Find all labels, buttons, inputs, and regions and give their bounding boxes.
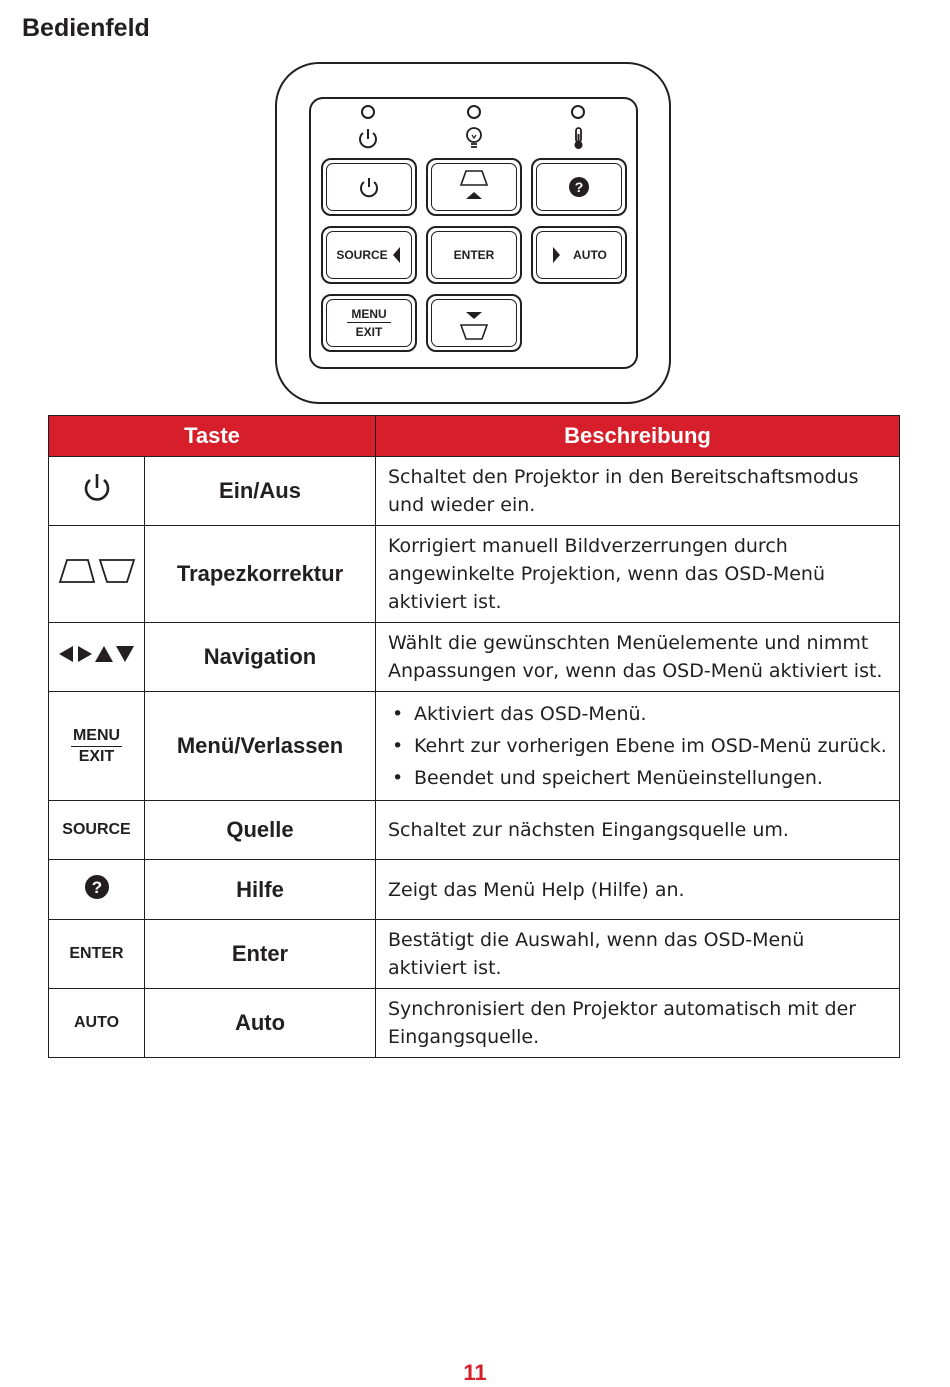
table-row <box>49 801 900 860</box>
table-row <box>49 989 900 1058</box>
table-row <box>49 457 900 526</box>
key-name: Navigation <box>145 623 376 692</box>
menu-exit-icon <box>71 726 122 766</box>
table-row <box>49 860 900 920</box>
power-icon <box>82 472 112 504</box>
key-name: Enter <box>145 920 376 989</box>
lamp-icon <box>463 126 485 150</box>
table-row <box>49 692 900 801</box>
exit-label: EXIT <box>355 325 383 339</box>
table-row <box>49 623 900 692</box>
keystone-down-icon <box>457 303 491 343</box>
auto-icon-text: AUTO <box>49 989 145 1058</box>
source-label: SOURCE <box>336 248 388 262</box>
list-item: • Kehrt zur vorherigen Ebene im OSD-Menü zurück. <box>388 730 887 762</box>
key-description: Zeigt das Menü Help (Hilfe) an. <box>376 860 900 920</box>
page-title: Bedienfeld <box>22 14 150 42</box>
key-table <box>48 415 900 1058</box>
enter-icon-text: ENTER <box>49 920 145 989</box>
header-key: Taste <box>49 416 376 457</box>
key-description: Synchronisiert den Projektor automatisch mit der Eingangsquelle. <box>376 989 900 1058</box>
help-icon <box>568 176 590 198</box>
power-led <box>361 105 375 119</box>
menu-exit-button[interactable] <box>321 294 417 352</box>
table-row <box>49 920 900 989</box>
keystone-down-button[interactable] <box>426 294 522 352</box>
key-description: Schaltet den Projektor in den Bereitschaftsmodus und wieder ein. <box>376 457 900 526</box>
key-name: Hilfe <box>145 860 376 920</box>
key-description: Korrigiert manuell Bildverzerrungen durch angewinkelte Projektion, wenn das OSD-Menü aktiviert ist. <box>376 526 900 623</box>
key-description: Wählt die gewünschten Menüelemente und nimmt Anpassungen vor, wenn das OSD-Menü aktiviert ist. <box>376 623 900 692</box>
keystone-up-icon <box>457 167 491 207</box>
menu-label: MENU <box>347 307 390 323</box>
lamp-led <box>467 105 481 119</box>
key-description: Bestätigt die Auswahl, wenn das OSD-Menü aktiviert ist. <box>376 920 900 989</box>
key-name: Ein/Aus <box>145 457 376 526</box>
source-button[interactable] <box>321 226 417 284</box>
power-icon <box>358 176 380 198</box>
temperature-led <box>571 105 585 119</box>
help-icon <box>84 874 110 900</box>
key-description: Schaltet zur nächsten Eingangsquelle um. <box>376 801 900 860</box>
table-row <box>49 526 900 623</box>
help-button[interactable] <box>531 158 627 216</box>
enter-button[interactable] <box>426 226 522 284</box>
list-item: • Aktiviert das OSD-Menü. <box>388 698 887 730</box>
enter-label: ENTER <box>453 248 495 262</box>
navigation-arrows-icon <box>58 644 136 664</box>
page-number: 11 <box>463 1360 487 1385</box>
thermometer-icon <box>567 126 589 150</box>
key-name: Trapezkorrektur <box>145 526 376 623</box>
key-name: Auto <box>145 989 376 1058</box>
key-name: Quelle <box>145 801 376 860</box>
key-name: Menü/Verlassen <box>145 692 376 801</box>
auto-label: AUTO <box>573 248 607 262</box>
left-arrow-icon <box>392 246 402 264</box>
header-description: Beschreibung <box>376 416 900 457</box>
source-icon-text: SOURCE <box>49 801 145 860</box>
svg-text:?: ? <box>91 877 102 897</box>
keystone-up-button[interactable] <box>426 158 522 216</box>
exit-icon-text: EXIT <box>78 747 115 765</box>
right-arrow-icon <box>551 246 561 264</box>
list-item: • Beendet und speichert Menüeinstellungen. <box>388 762 887 794</box>
auto-button[interactable] <box>531 226 627 284</box>
power-button[interactable] <box>321 158 417 216</box>
svg-text:?: ? <box>574 179 584 195</box>
menu-icon-text: MENU <box>71 726 122 747</box>
keystone-icon <box>58 558 136 584</box>
bullet-list <box>388 698 887 794</box>
power-icon <box>357 127 379 151</box>
